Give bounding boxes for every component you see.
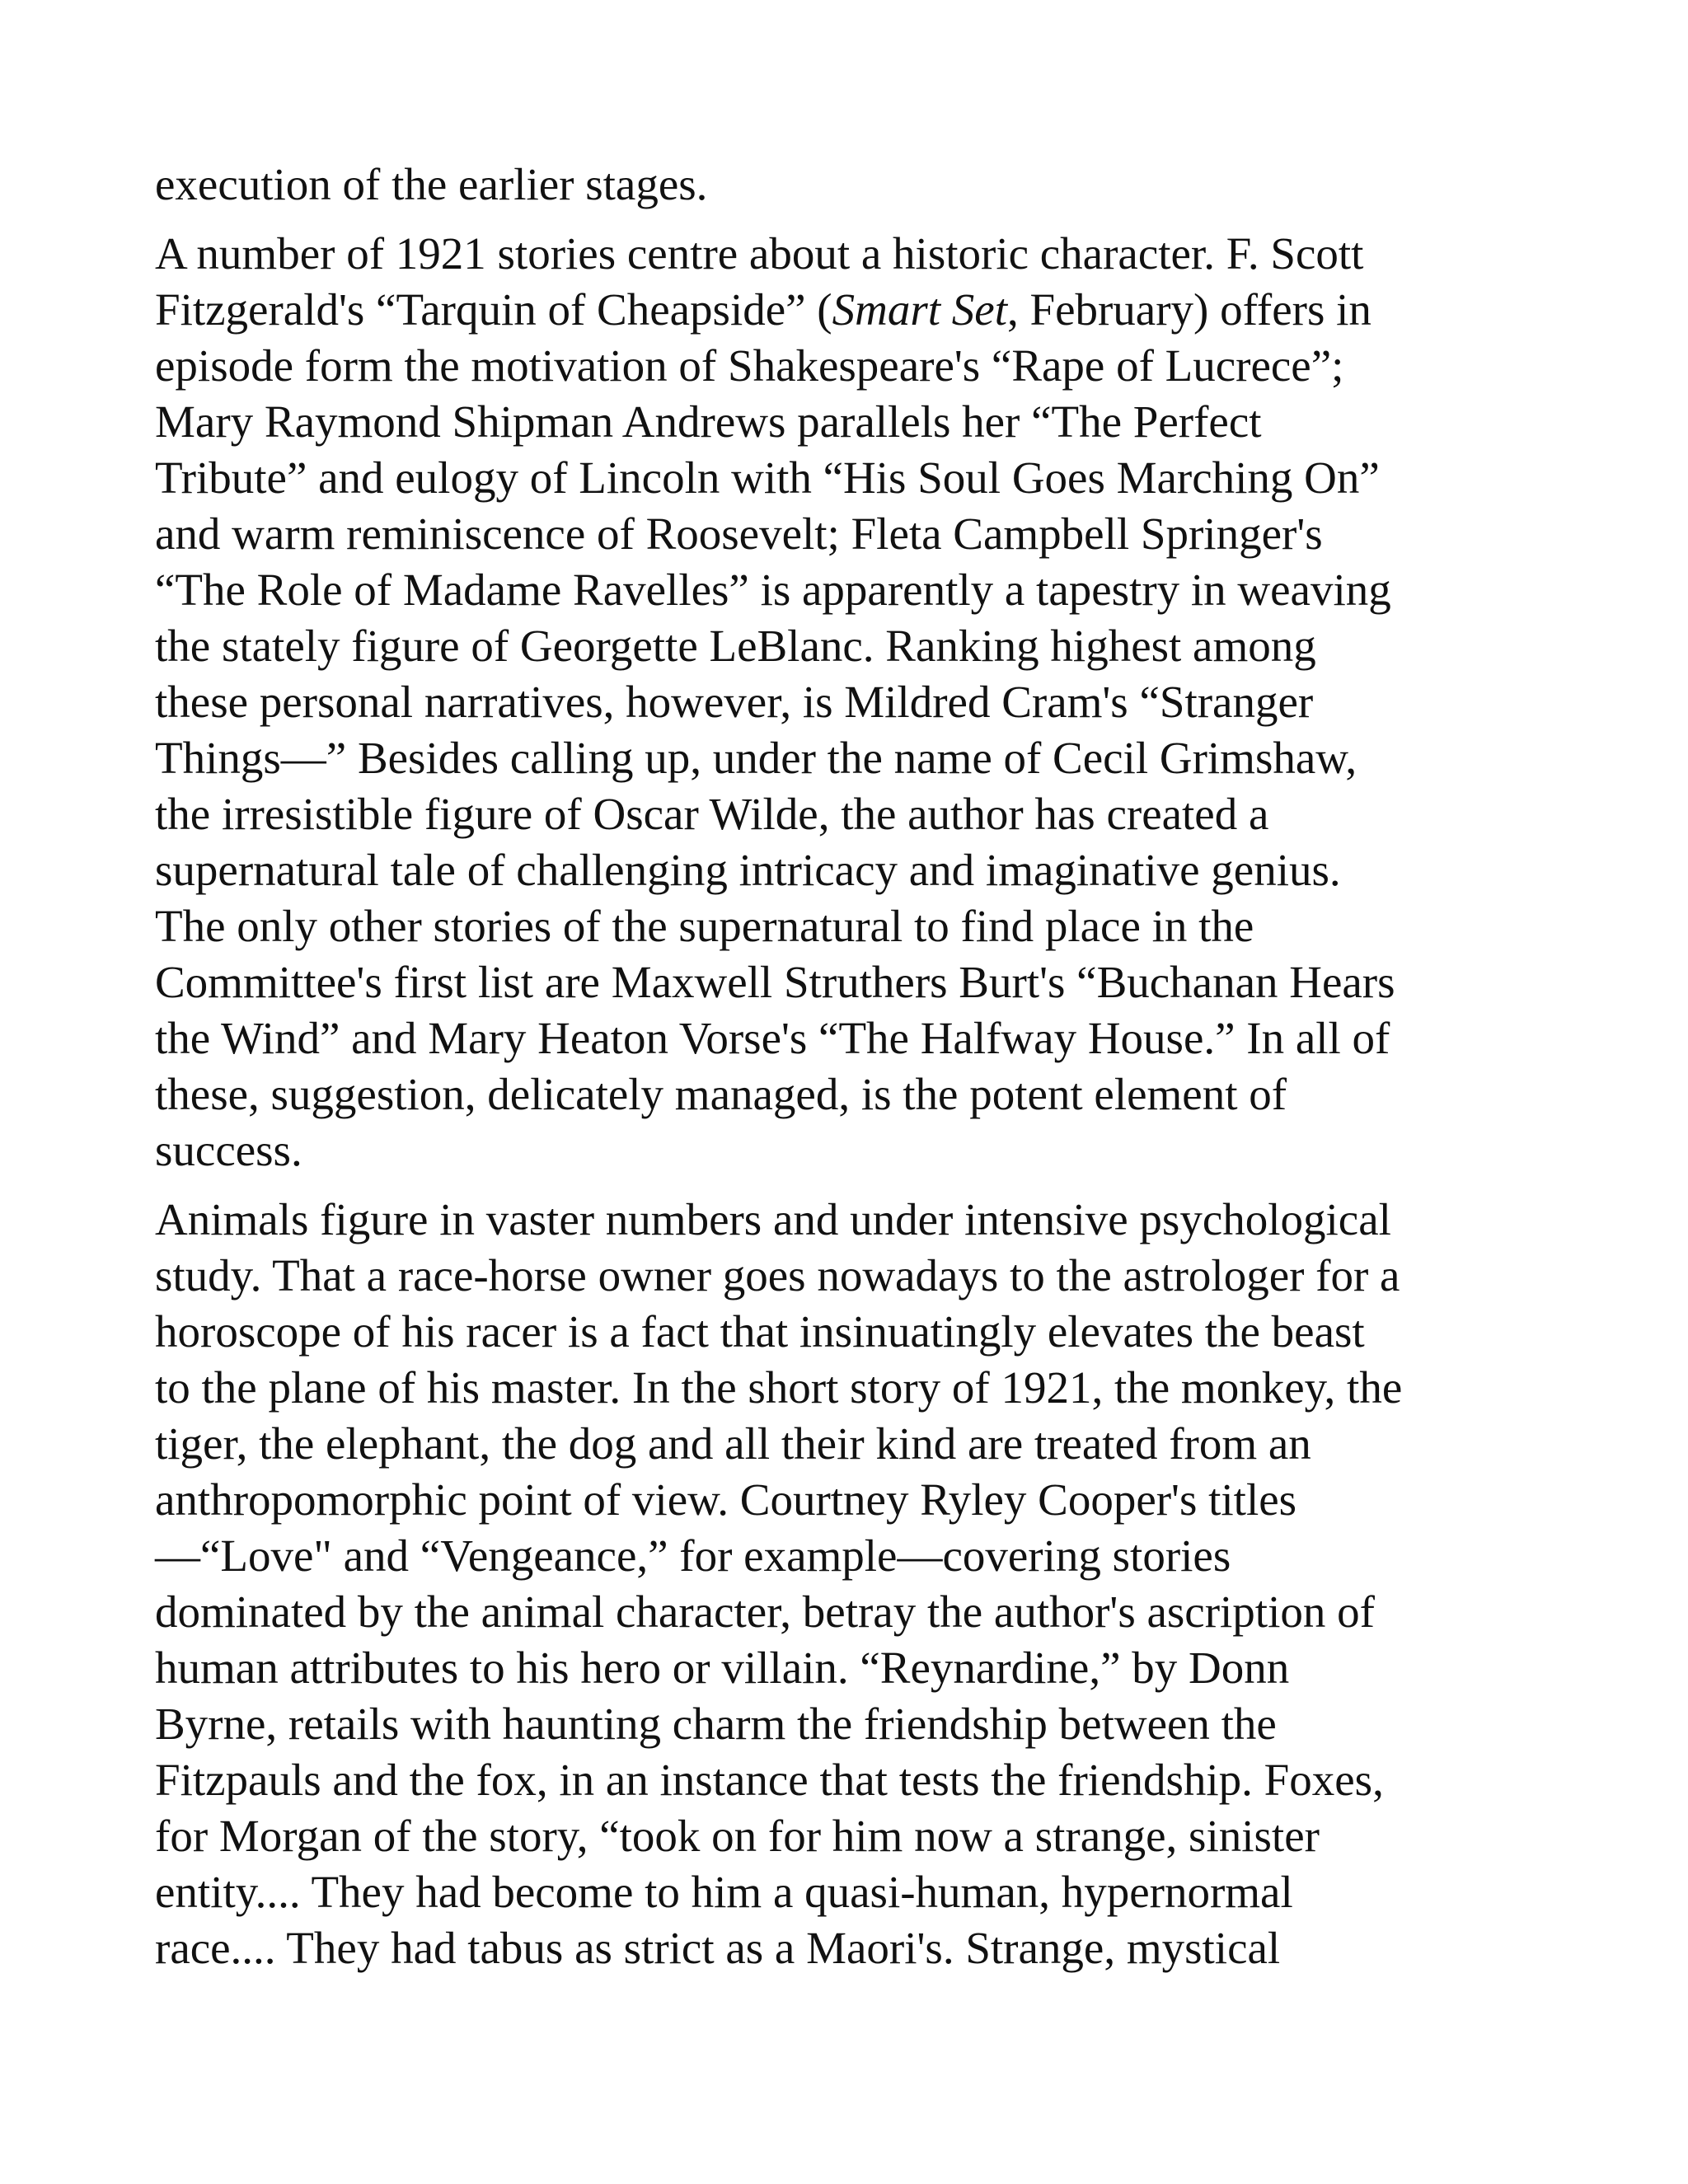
text-run: dominated by the animal character, betray the author's ascription of bbox=[155, 1586, 1375, 1637]
text-run: to the plane of his master. In the short story of 1921, the monkey, the bbox=[155, 1362, 1403, 1413]
text-run: Committee's first list are Maxwell Struthers Burt's “Buchanan Hears bbox=[155, 957, 1395, 1007]
text-run: entity.... They had become to him a quasi-human, hypernormal bbox=[155, 1867, 1293, 1917]
text-run: execution of the earlier stages. bbox=[155, 159, 708, 209]
text-run: A number of 1921 stories centre about a historic character. F. Scott bbox=[155, 228, 1364, 279]
text-run: Things—” Besides calling up, under the name of Cecil Grimshaw, bbox=[155, 733, 1357, 783]
italic-text-run: Smart Set bbox=[832, 284, 1007, 335]
text-line bbox=[155, 1752, 1556, 1808]
text-run: study. That a race-horse owner goes nowadays to the astrologer for a bbox=[155, 1250, 1400, 1301]
text-line bbox=[155, 1122, 1556, 1179]
text-run: episode form the motivation of Shakespeare's “Rape of Lucrece”; bbox=[155, 340, 1344, 391]
text-line bbox=[155, 1528, 1556, 1584]
text-line bbox=[155, 338, 1556, 394]
text-run: Fitzpauls and the fox, in an instance that tests the friendship. Foxes, bbox=[155, 1755, 1384, 1805]
text-line bbox=[155, 730, 1556, 786]
text-line bbox=[155, 1010, 1556, 1066]
text-line bbox=[155, 1696, 1556, 1752]
text-line bbox=[155, 1192, 1556, 1248]
text-run: the stately figure of Georgette LeBlanc. Ranking highest among bbox=[155, 621, 1316, 671]
text-line bbox=[155, 282, 1556, 338]
text-run: success. bbox=[155, 1125, 302, 1175]
text-run: these, suggestion, delicately managed, is the potent element of bbox=[155, 1069, 1287, 1119]
text-line bbox=[155, 394, 1556, 450]
text-run: —“Love" and “Vengeance,” for example—covering stories bbox=[155, 1530, 1231, 1581]
text-run: for Morgan of the story, “took on for him now a strange, sinister bbox=[155, 1811, 1320, 1861]
text-run: human attributes to his hero or villain. “Reynardine,” by Donn bbox=[155, 1643, 1290, 1693]
text-run: anthropomorphic point of view. Courtney Ryley Cooper's titles bbox=[155, 1474, 1297, 1525]
text-run: Fitzgerald's “Tarquin of Cheapside” ( bbox=[155, 284, 832, 335]
text-line bbox=[155, 1920, 1556, 1976]
text-line bbox=[155, 226, 1556, 282]
paragraph bbox=[155, 226, 1556, 1179]
text-line bbox=[155, 157, 1556, 213]
text-line bbox=[155, 842, 1556, 898]
text-line bbox=[155, 1864, 1556, 1920]
text-line bbox=[155, 562, 1556, 618]
text-run: Animals figure in vaster numbers and under intensive psychological bbox=[155, 1194, 1391, 1244]
text-line bbox=[155, 1640, 1556, 1696]
text-run: The only other stories of the supernatural to find place in the bbox=[155, 901, 1254, 951]
text-line bbox=[155, 954, 1556, 1010]
text-line bbox=[155, 506, 1556, 562]
paragraph bbox=[155, 1192, 1556, 1976]
text-run: Tribute” and eulogy of Lincoln with “His Soul Goes Marching On” bbox=[155, 452, 1380, 503]
text-run: the Wind” and Mary Heaton Vorse's “The Halfway House.” In all of bbox=[155, 1013, 1390, 1063]
text-line bbox=[155, 898, 1556, 954]
text-run: and warm reminiscence of Roosevelt; Fleta Campbell Springer's bbox=[155, 509, 1323, 559]
text-line bbox=[155, 1416, 1556, 1472]
text-run: these personal narratives, however, is Mildred Cram's “Stranger bbox=[155, 677, 1314, 727]
text-line bbox=[155, 1360, 1556, 1416]
text-line bbox=[155, 674, 1556, 730]
text-run: “The Role of Madame Ravelles” is apparently a tapestry in weaving bbox=[155, 565, 1391, 615]
text-run: , February) offers in bbox=[1006, 284, 1372, 335]
text-line bbox=[155, 450, 1556, 506]
text-run: Mary Raymond Shipman Andrews parallels her “The Perfect bbox=[155, 396, 1262, 447]
text-run: tiger, the elephant, the dog and all their kind are treated from an bbox=[155, 1418, 1311, 1469]
text-line bbox=[155, 786, 1556, 842]
text-line bbox=[155, 1066, 1556, 1122]
text-line bbox=[155, 1808, 1556, 1864]
text-run: supernatural tale of challenging intricacy and imaginative genius. bbox=[155, 845, 1341, 895]
paragraph bbox=[155, 157, 1556, 213]
text-line bbox=[155, 618, 1556, 674]
text-line bbox=[155, 1472, 1556, 1528]
text-line bbox=[155, 1584, 1556, 1640]
document-page bbox=[155, 157, 1556, 1990]
text-run: horoscope of his racer is a fact that insinuatingly elevates the beast bbox=[155, 1306, 1365, 1357]
text-line bbox=[155, 1248, 1556, 1304]
text-run: Byrne, retails with haunting charm the friendship between the bbox=[155, 1699, 1277, 1749]
text-run: the irresistible figure of Oscar Wilde, the author has created a bbox=[155, 789, 1269, 839]
text-line bbox=[155, 1304, 1556, 1360]
text-run: race.... They had tabus as strict as a Maori's. Strange, mystical bbox=[155, 1923, 1281, 1973]
